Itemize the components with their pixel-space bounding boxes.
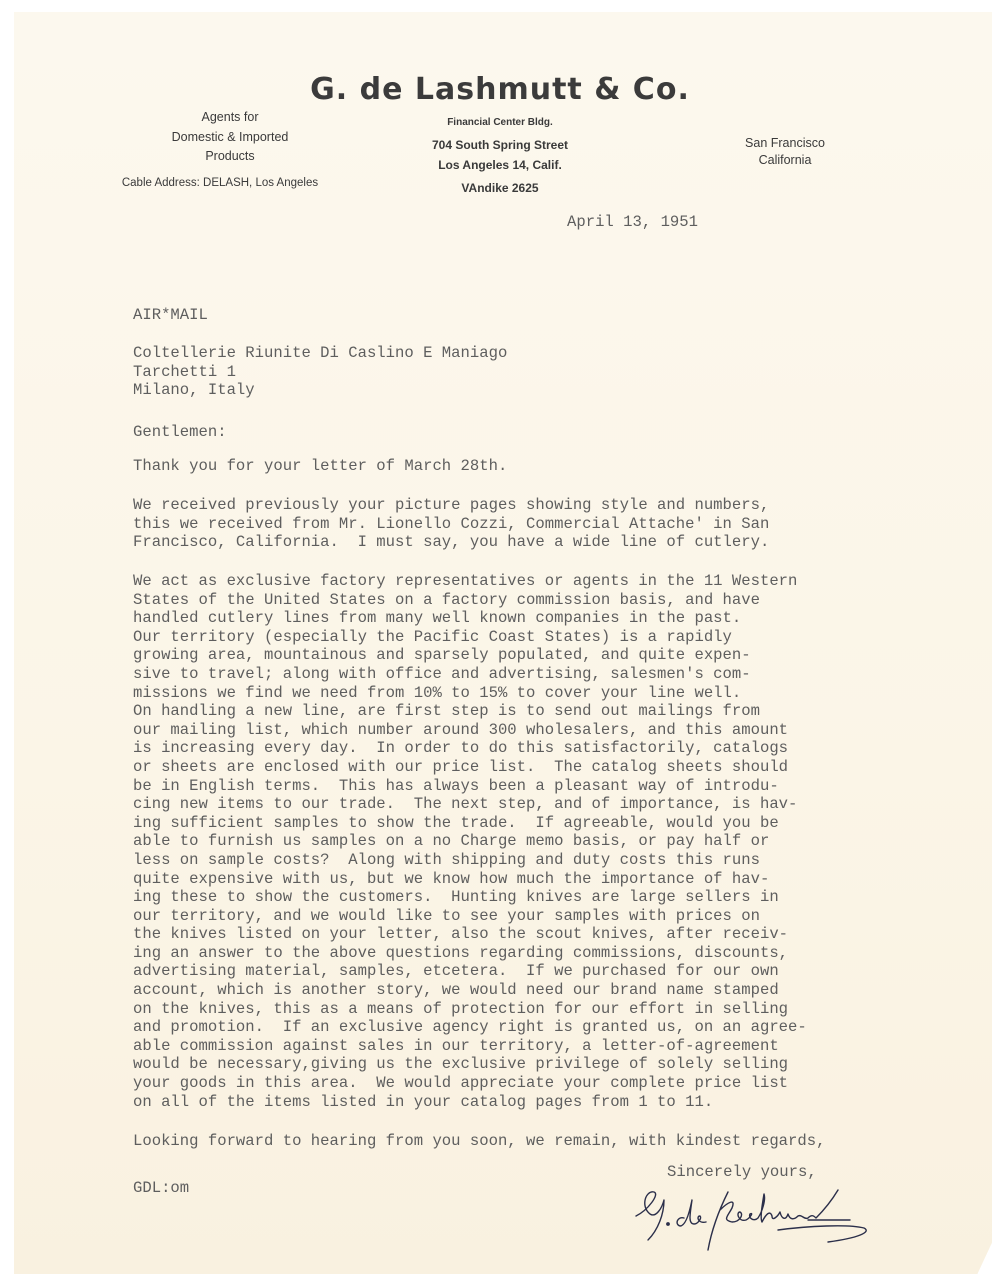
paragraph-line: ing these to show the customers. Hunting knives are large sellers in xyxy=(133,888,779,907)
paragraph-line: the knives listed on your letter, also the scout knives, after receiv- xyxy=(133,925,789,944)
recipient-line: Coltellerie Riunite Di Caslino E Maniago xyxy=(133,344,508,362)
agents-line: Agents for xyxy=(201,110,259,124)
cable-address: Cable Address: DELASH, Los Angeles xyxy=(121,177,319,189)
paragraph-3 xyxy=(133,572,807,1111)
branch-line: California xyxy=(758,153,812,167)
delivery-method: AIR*MAIL xyxy=(133,306,208,324)
letterhead-address-block xyxy=(395,116,605,199)
paragraph-line: Francisco, California. I must say, you have a wide line of cutlery. xyxy=(133,533,770,552)
paragraph-line: advertising material, samples, etcetera. If we purchased for our own xyxy=(133,962,779,981)
paragraph-line: account, which is another story, we would need our brand name stamped xyxy=(133,981,779,1000)
paragraph-2 xyxy=(133,496,769,552)
paragraph-line: Thank you for your letter of March 28th. xyxy=(133,457,508,475)
complimentary-close: Sincerely yours, xyxy=(667,1163,817,1181)
paragraph-line: our mailing list, which number around 300 wholesalers, and this amount xyxy=(133,720,789,739)
paragraph-line: or sheets are enclosed with our price list. The catalog sheets should xyxy=(133,757,789,776)
recipient-line: Tarchetti 1 xyxy=(133,362,236,381)
letter-date: April 13, 1951 xyxy=(567,213,699,231)
paragraph-line: our territory, and we would like to see your samples with prices on xyxy=(133,906,760,925)
reference-initials: GDL:om xyxy=(133,1179,190,1197)
salutation: Gentlemen: xyxy=(133,423,227,441)
paragraph-line: States of the United States on a factory commission basis, and have xyxy=(133,590,760,609)
paragraph-line: ing an answer to the above questions regarding commissions, discounts, xyxy=(133,943,789,962)
paragraph-line: able to furnish us samples on a no Charge memo basis, or pay half or xyxy=(133,832,770,851)
paragraph-line: quite expensive with us, but we know how much the importance of hav- xyxy=(133,869,770,888)
paragraph-line: be in English terms. This has always been a pleasant way of introdu- xyxy=(133,776,779,795)
paragraph-line: growing area, mountainous and sparsely populated, and quite expen- xyxy=(133,646,751,665)
agents-line: Domestic & Imported xyxy=(171,129,289,144)
letterhead-branch-block xyxy=(725,135,845,169)
handwritten-signature xyxy=(628,1180,888,1260)
recipient-line: Milano, Italy xyxy=(133,381,255,400)
paragraph-line: We act as exclusive factory representatives or agents in the 11 Western xyxy=(133,572,798,590)
phone-number: VAndike 2625 xyxy=(461,181,539,195)
paragraph-line: On handling a new line, are first step is to send out mailings from xyxy=(133,702,760,721)
street-address: 704 South Spring Street xyxy=(431,138,569,152)
paragraph-line: Our territory (especially the Pacific Coast States) is a rapidly xyxy=(133,627,732,646)
paragraph-line: able commission against sales in our territory, a letter-of-agreement xyxy=(133,1036,779,1055)
company-name: G. de Lashmutt & Co. xyxy=(310,72,690,107)
paragraph-line: and promotion. If an exclusive agency right is granted us, on an agree- xyxy=(133,1018,807,1037)
agents-line: Products xyxy=(205,149,255,163)
paragraph-line: missions we find we need from 10% to 15% to cover your line well. xyxy=(133,683,742,702)
paragraph-line: your goods in this area. We would appreciate your complete price list xyxy=(133,1074,789,1093)
paragraph-line: ing sufficient samples to show the trade. If agreeable, would you be xyxy=(133,813,779,832)
paragraph-line: handled cutlery lines from many well known companies in the past. xyxy=(133,609,742,628)
paragraph-line: would be necessary,giving us the exclusive privilege of solely selling xyxy=(133,1055,789,1074)
city-address: Los Angeles 14, Calif. xyxy=(438,157,562,172)
building-name: Financial Center Bldg. xyxy=(447,117,553,128)
paragraph-line: less on sample costs? Along with shipping and duty costs this runs xyxy=(133,850,760,869)
branch-line: San Francisco xyxy=(745,136,825,150)
recipient-address xyxy=(133,344,507,400)
paragraph-line: on the knives, this as a means of protection for our effort in selling xyxy=(133,999,789,1018)
paragraph-line: cing new items to our trade. The next step, and of importance, is hav- xyxy=(133,795,798,814)
paragraph-line: sive to travel; along with office and advertising, salesmen's com- xyxy=(133,664,751,683)
closing-line: Looking forward to hearing from you soon, we remain, with kindest regards, xyxy=(133,1132,826,1150)
paragraph-line: is increasing every day. In order to do this satisfactorily, catalogs xyxy=(133,739,789,758)
paragraph-1 xyxy=(133,457,507,476)
paragraph-line: on all of the items listed in your catalog pages from 1 to 11. xyxy=(133,1092,714,1111)
paragraph-line: We received previously your picture pages showing style and numbers, xyxy=(133,496,770,514)
paragraph-line: this we received from Mr. Lionello Cozzi, Commercial Attache' in San xyxy=(133,514,770,533)
letterhead-agents-block xyxy=(150,108,310,167)
